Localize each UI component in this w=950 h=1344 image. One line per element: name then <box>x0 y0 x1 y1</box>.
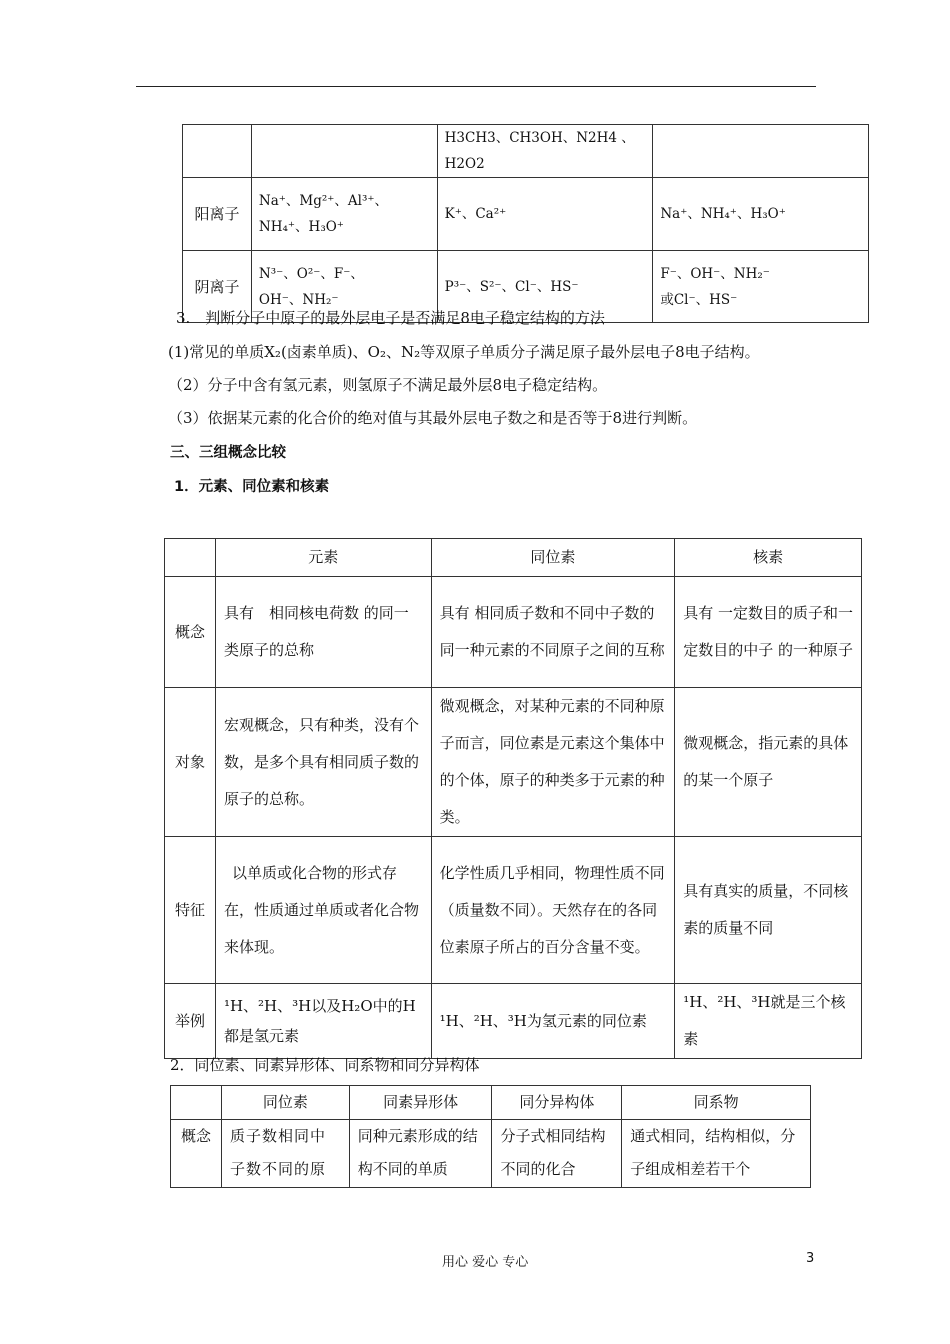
page-number: 3 <box>806 1251 815 1266</box>
header-cell <box>171 1086 222 1120</box>
table-cell: Na⁺、Mg²⁺、Al³⁺、NH₄⁺、H₃O⁺ <box>251 178 437 251</box>
row-label: 特征 <box>165 837 216 984</box>
table-cell: ¹H、²H、³H就是三个核素 <box>675 984 862 1059</box>
header-cell: 同位素 <box>431 539 675 577</box>
table-cell <box>653 251 869 323</box>
cell-line: 或Cl⁻、HS⁻ <box>660 291 738 308</box>
row-label-anion: 阴离子 <box>183 251 252 323</box>
header-cell: 同位素 <box>221 1086 349 1120</box>
table-cell: P³⁻、S²⁻、Cl⁻、HS⁻ <box>437 251 653 323</box>
row-label: 概念 <box>171 1120 222 1188</box>
cell-line: N³⁻、O²⁻、F⁻、 <box>258 265 364 282</box>
table-cell: Na⁺、NH₄⁺、H₃O⁺ <box>653 178 869 251</box>
table-cell <box>653 125 869 178</box>
subsection-heading-2: 2．同位素、同素异形体、同系物和同分异构体 <box>170 1056 480 1074</box>
table-row <box>165 688 862 837</box>
table-cell: ¹H、²H、³H以及H₂O中的H都是氢元素 <box>215 984 431 1059</box>
table-cell: 化学性质几乎相同，物理性质不同（质量数不同）。天然存在的各同位素原子所占的百分含量不变。 <box>431 837 675 984</box>
table-row <box>165 837 862 984</box>
table-row <box>183 125 869 178</box>
table-header-row <box>165 539 862 577</box>
row-label: 概念 <box>165 577 216 688</box>
paragraph-3-1: (1)常见的单质X₂(卤素单质)、O₂、N₂等双原子单质分子满足原子最外层电子8电子结构。 <box>168 343 760 361</box>
table-cell <box>251 125 437 178</box>
table-cell: 微观概念，对某种元素的不同种原子而言，同位素是元素这个集体中的个体，原子的种类多于元素的种类。 <box>431 688 675 837</box>
paragraph-3-2: （2）分子中含有氢元素，则氢原子不满足最外层8电子稳定结构。 <box>168 376 608 394</box>
table-cell: H3CH3、CH3OH、N2H4 、H2O2 <box>437 125 653 178</box>
table-header-row <box>171 1086 811 1120</box>
table-cell: 微观概念，指元素的具体的某一个原子 <box>675 688 862 837</box>
table-cell: 具有 相同核电荷数 的同一类原子的总称 <box>215 577 431 688</box>
header-cell: 元素 <box>215 539 431 577</box>
table-cell: 分子式相同结构不同的化合 <box>492 1120 622 1188</box>
table-cell: 宏观概念，只有种类，没有个数，是多个具有相同质子数的原子的总称。 <box>215 688 431 837</box>
element-isotope-nuclide-table <box>164 538 862 1059</box>
header-cell: 同系物 <box>622 1086 811 1120</box>
table-row <box>183 178 869 251</box>
particle-table <box>182 124 869 323</box>
header-cell: 同素异形体 <box>349 1086 492 1120</box>
row-label: 举例 <box>165 984 216 1059</box>
table-cell: 同种元素形成的结构不同的单质 <box>349 1120 492 1188</box>
table-cell: 通式相同，结构相似，分子组成相差若干个 <box>622 1120 811 1188</box>
table-row <box>165 577 862 688</box>
row-label: 对象 <box>165 688 216 837</box>
table-cell: 具有 相同质子数和不同中子数的同一种元素的不同原子之间的互称 <box>431 577 675 688</box>
subsection-heading-1: 1．元素、同位素和核素 <box>174 479 330 495</box>
table-cell: 具有真实的质量，不同核素的质量不同 <box>675 837 862 984</box>
cell-line: F⁻、OH⁻、NH₂⁻ <box>660 265 770 282</box>
header-rule <box>136 86 816 87</box>
footer-motto: 用心 爱心 专心 <box>442 1255 529 1270</box>
table-cell <box>183 125 252 178</box>
table-row <box>165 984 862 1059</box>
paragraph-3-3: （3）依据某元素的化合价的绝对值与其最外层电子数之和是否等于8进行判断。 <box>168 409 698 427</box>
header-cell: 同分异构体 <box>492 1086 622 1120</box>
row-label-cation: 阳离子 <box>183 178 252 251</box>
table-cell: 以单质或化合物的形式存在，性质通过单质或者化合物来体现。 <box>215 837 431 984</box>
table-cell: 质子数相同中子数不同的原 <box>221 1120 349 1188</box>
table-cell: 具有 一定数目的质子和一定数目的中子 的一种原子 <box>675 577 862 688</box>
table-cell: K⁺、Ca²⁺ <box>437 178 653 251</box>
isotope-allotrope-table <box>170 1085 811 1188</box>
cell-line: OH⁻、NH₂⁻ <box>258 291 339 308</box>
section-heading: 三、三组概念比较 <box>170 445 286 461</box>
table-cell: ¹H、²H、³H为氢元素的同位素 <box>431 984 675 1059</box>
header-cell <box>165 539 216 577</box>
header-cell: 核素 <box>675 539 862 577</box>
table-row <box>171 1120 811 1188</box>
paragraph-3: 3. 判断分子中原子的最外层电子是否满足8电子稳定结构的方法 <box>176 309 605 327</box>
